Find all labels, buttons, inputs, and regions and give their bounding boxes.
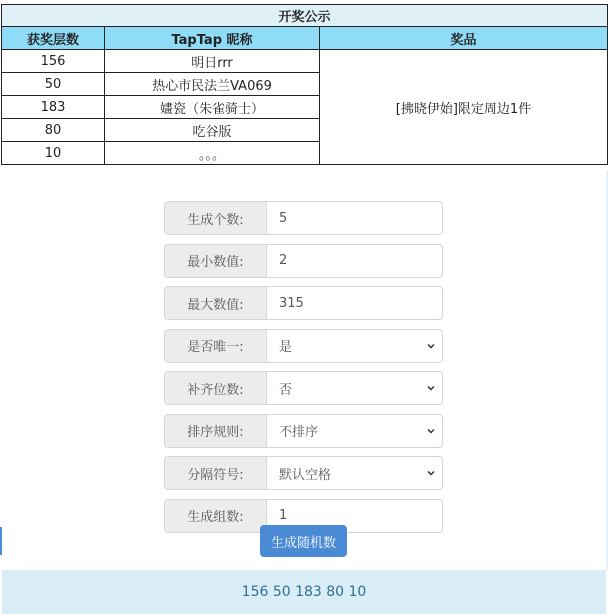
nickname-cell: 。。。 xyxy=(105,142,320,165)
padding-row xyxy=(164,371,443,405)
table-title: 开奖公示 xyxy=(2,5,608,27)
count-row xyxy=(164,201,443,235)
count-input[interactable]: 5 xyxy=(279,210,288,226)
unique-label: 是否唯一: xyxy=(165,330,267,362)
padding-label: 补齐位数: xyxy=(165,372,267,404)
count-label: 生成个数: xyxy=(165,202,267,234)
sort-row xyxy=(164,414,443,448)
random-number-form xyxy=(164,201,443,541)
max-label: 最大数值: xyxy=(165,287,267,319)
min-row xyxy=(164,244,443,278)
unique-select-value: 是 xyxy=(279,340,293,355)
sort-select[interactable] xyxy=(267,415,442,447)
nickname-cell: 明日rrr xyxy=(105,50,320,73)
chevron-down-icon xyxy=(426,341,436,351)
unique-select[interactable] xyxy=(267,330,442,362)
prize-cell: [拂晓伊始]限定周边1件 xyxy=(320,50,608,165)
floor-cell: 156 xyxy=(2,50,105,73)
header-floor: 获奖层数 xyxy=(2,27,105,50)
min-input[interactable]: 2 xyxy=(279,253,288,268)
chevron-down-icon xyxy=(426,426,436,436)
sort-label: 排序规则: xyxy=(165,415,267,447)
generate-button[interactable]: 生成随机数 xyxy=(260,525,347,557)
groups-input[interactable]: 1 xyxy=(279,508,288,523)
winners-table xyxy=(1,4,608,165)
unique-row xyxy=(164,329,443,363)
max-row xyxy=(164,286,443,320)
nickname-cell: 热心市民法兰VA069 xyxy=(105,73,320,96)
separator-label: 分隔符号: xyxy=(165,457,267,489)
chevron-down-icon xyxy=(426,383,436,393)
table-title-row xyxy=(2,5,608,27)
floor-cell: 183 xyxy=(2,96,105,119)
table-header-row xyxy=(2,27,608,50)
groups-label: 生成组数: xyxy=(165,500,267,532)
chevron-down-icon xyxy=(426,468,436,478)
floor-cell: 10 xyxy=(2,142,105,165)
floor-cell: 50 xyxy=(2,73,105,96)
nickname-cell: 嫿瓷（朱雀骑士） xyxy=(105,96,320,119)
left-edge-indicator xyxy=(0,527,2,555)
separator-select-value: 默认空格 xyxy=(279,467,332,483)
result-output: 156 50 183 80 10 xyxy=(2,570,606,614)
table-row xyxy=(2,50,608,73)
separator-row xyxy=(164,456,443,490)
min-label: 最小数值: xyxy=(165,245,267,277)
nickname-cell: 吃谷版 xyxy=(105,119,320,142)
max-input[interactable]: 315 xyxy=(279,295,304,311)
sort-select-value: 不排序 xyxy=(279,425,319,440)
padding-select-value: 否 xyxy=(279,382,293,398)
header-nickname: TapTap 昵称 xyxy=(105,27,320,50)
header-prize: 奖品 xyxy=(320,27,608,50)
floor-cell: 80 xyxy=(2,119,105,142)
separator-select[interactable] xyxy=(267,457,442,489)
padding-select[interactable] xyxy=(267,372,442,404)
